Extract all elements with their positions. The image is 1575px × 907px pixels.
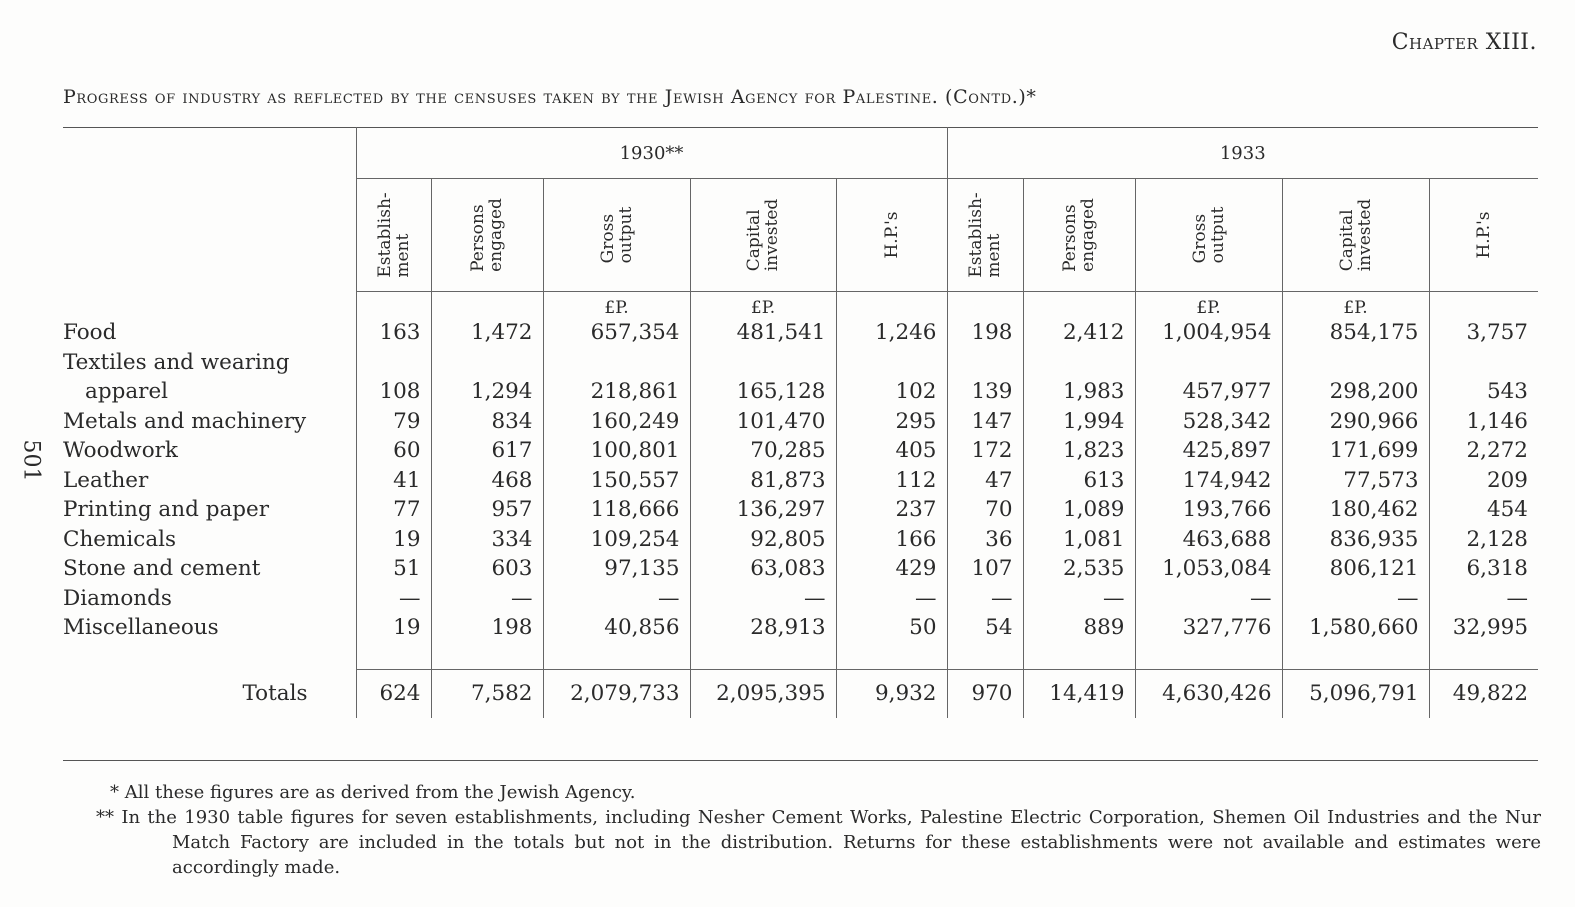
cell-value: 543 xyxy=(1429,377,1538,407)
column-header xyxy=(947,179,1023,292)
cell-value: 528,342 xyxy=(1135,407,1282,437)
column-header xyxy=(836,179,947,292)
footnotes xyxy=(96,780,1541,880)
cell-value: 108 xyxy=(356,377,431,407)
year-header-1930: 1930** xyxy=(356,128,947,179)
row-label: Leather xyxy=(63,467,149,493)
total-value: 14,419 xyxy=(1023,669,1135,718)
chapter-heading: Chapter XIII. xyxy=(1391,30,1537,55)
cell-value: 180,462 xyxy=(1282,495,1429,525)
unit-label xyxy=(356,292,431,319)
column-header xyxy=(690,179,836,292)
cell-value: 102 xyxy=(836,377,947,407)
cell-value: 1,081 xyxy=(1023,525,1135,555)
cell-value: 334 xyxy=(431,525,543,555)
cell-value: 1,004,954 xyxy=(1135,318,1282,348)
cell-value: 112 xyxy=(836,466,947,496)
cell-value: 174,942 xyxy=(1135,466,1282,496)
cell-value: — xyxy=(1429,584,1538,614)
cell-value: 613 xyxy=(1023,466,1135,496)
cell-value: 172 xyxy=(947,436,1023,466)
cell-value: 19 xyxy=(356,525,431,555)
cell-value: 2,128 xyxy=(1429,525,1538,555)
cell-value: 139 xyxy=(947,377,1023,407)
cell-value: 836,935 xyxy=(1282,525,1429,555)
cell-value: 36 xyxy=(947,525,1023,555)
row-label: Textiles and wearing xyxy=(63,349,290,375)
cell-value: 218,861 xyxy=(543,377,690,407)
table-row xyxy=(63,495,1538,525)
cell-value: 165,128 xyxy=(690,377,836,407)
cell-value: 295 xyxy=(836,407,947,437)
row-label: Chemicals xyxy=(63,526,177,552)
column-header-label: Persons engaged xyxy=(1060,198,1098,272)
cell-value: — xyxy=(356,584,431,614)
cell-value: 107 xyxy=(947,554,1023,584)
total-value: 2,079,733 xyxy=(543,669,690,718)
cell-value: 193,766 xyxy=(1135,495,1282,525)
cell-value: 1,294 xyxy=(431,377,543,407)
cell-value: 2,535 xyxy=(1023,554,1135,584)
column-header xyxy=(1023,179,1135,292)
column-header-label: Capital invested xyxy=(744,198,782,272)
table-title: Progress of industry as reflected by the censuses taken by the Jewish Agency for Palestine. (Contd.)* xyxy=(63,86,1037,108)
table-row xyxy=(63,584,1538,614)
cell-value: 171,699 xyxy=(1282,436,1429,466)
table-row xyxy=(63,554,1538,584)
row-label: Food xyxy=(63,320,117,346)
cell-value: 47 xyxy=(947,466,1023,496)
table-row xyxy=(63,318,1538,348)
row-label: Diamonds xyxy=(63,585,172,611)
cell-value: 147 xyxy=(947,407,1023,437)
cell-value: 454 xyxy=(1429,495,1538,525)
cell-value: 3,757 xyxy=(1429,318,1538,348)
cell-value: 70 xyxy=(947,495,1023,525)
cell-value: 2,412 xyxy=(1023,318,1135,348)
cell-value: 806,121 xyxy=(1282,554,1429,584)
cell-value: — xyxy=(690,584,836,614)
cell-value: 405 xyxy=(836,436,947,466)
footnote-1: * All these figures are as derived from the Jewish Agency. xyxy=(110,782,636,803)
cell-value: 100,801 xyxy=(543,436,690,466)
cell-value: 603 xyxy=(431,554,543,584)
cell-value: 889 xyxy=(1023,613,1135,643)
cell-value: 6,318 xyxy=(1429,554,1538,584)
cell-value: 1,472 xyxy=(431,318,543,348)
bottom-rule xyxy=(63,760,1538,761)
table-row xyxy=(63,525,1538,555)
unit-label: £P. xyxy=(1282,292,1429,319)
cell-value: 97,135 xyxy=(543,554,690,584)
cell-value: 41 xyxy=(356,466,431,496)
cell-value: 198 xyxy=(431,613,543,643)
unit-label xyxy=(1023,292,1135,319)
cell-value: 425,897 xyxy=(1135,436,1282,466)
column-header-label: Establish- ment xyxy=(966,192,1004,278)
cell-value: — xyxy=(1135,584,1282,614)
cell-value: 198 xyxy=(947,318,1023,348)
table-row xyxy=(63,407,1538,437)
row-label: Metals and machinery xyxy=(63,408,307,434)
cell-value: 463,688 xyxy=(1135,525,1282,555)
cell-value: 957 xyxy=(431,495,543,525)
column-header xyxy=(1135,179,1282,292)
cell-value: 163 xyxy=(356,318,431,348)
cell-value: 834 xyxy=(431,407,543,437)
cell-value: 79 xyxy=(356,407,431,437)
column-header xyxy=(431,179,543,292)
cell-value: 81,873 xyxy=(690,466,836,496)
column-header-label: Gross output xyxy=(1189,206,1228,264)
cell-value: 1,580,660 xyxy=(1282,613,1429,643)
column-header-label: H.P.'s xyxy=(881,211,902,259)
cell-value: 617 xyxy=(431,436,543,466)
column-header xyxy=(1429,179,1538,292)
cell-value: 101,470 xyxy=(690,407,836,437)
cell-value: 109,254 xyxy=(543,525,690,555)
cell-value: 63,083 xyxy=(690,554,836,584)
cell-value: 92,805 xyxy=(690,525,836,555)
cell-value: 298,200 xyxy=(1282,377,1429,407)
total-value: 624 xyxy=(356,669,431,718)
column-header-label: Establish- ment xyxy=(374,192,413,278)
unit-label: £P. xyxy=(1135,292,1282,319)
cell-value: 32,995 xyxy=(1429,613,1538,643)
cell-value: 19 xyxy=(356,613,431,643)
cell-value: 77,573 xyxy=(1282,466,1429,496)
row-label: Woodwork xyxy=(63,438,178,464)
total-value: 9,932 xyxy=(836,669,947,718)
column-header xyxy=(543,179,690,292)
cell-value: — xyxy=(1023,584,1135,614)
column-header-label: Gross output xyxy=(597,206,636,264)
cell-value: 657,354 xyxy=(543,318,690,348)
cell-value: 160,249 xyxy=(543,407,690,437)
cell-value: 1,089 xyxy=(1023,495,1135,525)
cell-value: 290,966 xyxy=(1282,407,1429,437)
table-row xyxy=(63,466,1538,496)
column-header-label: Capital invested xyxy=(1336,198,1375,272)
unit-label: £P. xyxy=(690,292,836,319)
cell-value: — xyxy=(543,584,690,614)
unit-label xyxy=(947,292,1023,319)
cell-value: 118,666 xyxy=(543,495,690,525)
cell-value: 1,983 xyxy=(1023,377,1135,407)
cell-value: 2,272 xyxy=(1429,436,1538,466)
cell-value: 77 xyxy=(356,495,431,525)
totals-label: Totals xyxy=(242,680,308,706)
column-header-label: H.P.'s xyxy=(1473,211,1494,259)
table-row xyxy=(63,377,1538,407)
unit-label xyxy=(1429,292,1538,319)
cell-value: 40,856 xyxy=(543,613,690,643)
unit-label xyxy=(431,292,543,319)
stub-header xyxy=(63,128,356,319)
row-label: apparel xyxy=(85,379,169,405)
cell-value: 237 xyxy=(836,495,947,525)
total-value: 970 xyxy=(947,669,1023,718)
cell-value: 54 xyxy=(947,613,1023,643)
total-value: 49,822 xyxy=(1429,669,1538,718)
row-label: Stone and cement xyxy=(63,556,261,582)
cell-value: 1,146 xyxy=(1429,407,1538,437)
total-value: 4,630,426 xyxy=(1135,669,1282,718)
row-label: Printing and paper xyxy=(63,497,270,523)
cell-value: 166 xyxy=(836,525,947,555)
unit-label: £P. xyxy=(543,292,690,319)
cell-value: 481,541 xyxy=(690,318,836,348)
cell-value: 854,175 xyxy=(1282,318,1429,348)
row-label: Miscellaneous xyxy=(63,615,219,641)
cell-value: — xyxy=(947,584,1023,614)
column-header-label: Persons engaged xyxy=(468,198,506,272)
cell-value: 50 xyxy=(836,613,947,643)
footnote-2: ** In the 1930 table figures for seven establishments, including Nesher Cement Works, Palestine Electric Corporation, Shemen Oil Industries and the Nur Match Factory are included in the totals but not in the distribution. Returns for these establishments were not available and estimates were accordingly made. xyxy=(96,807,1541,878)
cell-value: 51 xyxy=(356,554,431,584)
unit-label xyxy=(836,292,947,319)
cell-value: 1,246 xyxy=(836,318,947,348)
column-header xyxy=(356,179,431,292)
cell-value: — xyxy=(836,584,947,614)
page-number: 501 xyxy=(18,439,44,482)
total-value: 7,582 xyxy=(431,669,543,718)
cell-value: 136,297 xyxy=(690,495,836,525)
cell-value: 60 xyxy=(356,436,431,466)
cell-value: 1,994 xyxy=(1023,407,1135,437)
cell-value: 1,053,084 xyxy=(1135,554,1282,584)
column-header xyxy=(1282,179,1429,292)
table-row xyxy=(63,613,1538,643)
cell-value: 150,557 xyxy=(543,466,690,496)
cell-value: 28,913 xyxy=(690,613,836,643)
cell-value: — xyxy=(431,584,543,614)
totals-row xyxy=(63,669,1538,718)
cell-value: 457,977 xyxy=(1135,377,1282,407)
total-value: 5,096,791 xyxy=(1282,669,1429,718)
cell-value: 1,823 xyxy=(1023,436,1135,466)
industry-census-table xyxy=(63,127,1538,718)
total-value: 2,095,395 xyxy=(690,669,836,718)
cell-value: — xyxy=(1282,584,1429,614)
cell-value: 429 xyxy=(836,554,947,584)
cell-value: 327,776 xyxy=(1135,613,1282,643)
table-row xyxy=(63,436,1538,466)
cell-value: 209 xyxy=(1429,466,1538,496)
cell-value: 468 xyxy=(431,466,543,496)
year-header-1933: 1933 xyxy=(947,128,1538,179)
cell-value: 70,285 xyxy=(690,436,836,466)
